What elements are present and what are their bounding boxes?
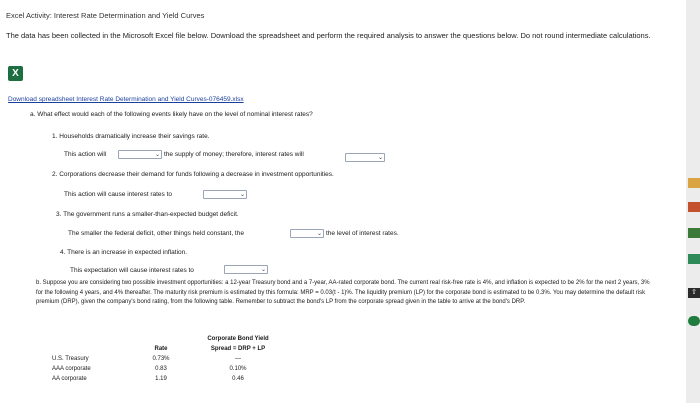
rate-header: Rate [154, 346, 168, 352]
app-icon-red[interactable] [688, 202, 700, 212]
item-2-text: This action will cause interest rates to [64, 191, 173, 198]
table-row [52, 376, 288, 386]
spread-header-line2: Spread = DRP + LP [210, 346, 266, 352]
item-1-text: This action will [64, 151, 107, 158]
item-3-label: 3. The government runs a smaller-than-expected budget deficit. [56, 211, 239, 218]
download-spreadsheet-link[interactable]: Download spreadsheet Interest Rate Determination and Yield Curves-076459.xlsx [8, 96, 244, 103]
row-rate: 0.83 [155, 366, 167, 372]
item-3-level-dropdown[interactable] [290, 229, 324, 238]
bond-spread-table [52, 336, 288, 386]
item-3-text: The smaller the federal deficit, other things held constant, the [68, 230, 244, 237]
item-4-text: This expectation will cause interest rates to [70, 267, 194, 274]
chevron-down-icon: ⌄ [154, 152, 160, 158]
spread-header-line1: Corporate Bond Yield [207, 336, 269, 342]
app-icon-teal[interactable] [688, 254, 700, 264]
row-name: AAA corporate [52, 366, 91, 372]
item-4-rates-dropdown[interactable] [224, 265, 268, 274]
row-rate: 1.19 [155, 376, 167, 382]
item-1-rates-dropdown[interactable] [345, 153, 385, 162]
item-1-supply-dropdown[interactable] [118, 150, 162, 159]
row-spread: 0.46 [232, 376, 244, 382]
part-b-text: b. Suppose you are considering two possible investment opportunities: a 12-year Treasury bond and a 7-year, AA-rated corporate bond. The current real risk-free rate is 4%, and inflation is expected to be 2% for the next 2 years, 3% for the following 4 years, and 4% thereafter. The maturity risk premium is estimated by this formula: MRP = 0.03(t - 1)%. The liquidity premium (LP) for the corporate bond is estimated to be 0.3%. You may determine the default risk premium (DRP), given the company's bond rating, from the following table. Remember to subtract the bond's LP from the corporate spread given in the table to arrive at the bond's DRP. [36, 280, 650, 305]
item-4-label: 4. There is an increase in expected inflation. [60, 249, 188, 256]
page-title: Excel Activity: Interest Rate Determination and Yield Curves [6, 11, 205, 20]
row-spread: — [235, 356, 241, 362]
item-2-rates-dropdown[interactable] [203, 190, 247, 199]
row-rate: 0.73% [152, 356, 170, 362]
table-row [52, 366, 288, 376]
green-circle-icon[interactable] [688, 316, 700, 326]
item-3-text-post: the level of interest rates. [326, 230, 399, 237]
table-row [52, 356, 288, 366]
item-1-label: 1. Households dramatically increase their savings rate. [52, 133, 210, 140]
row-name: AA corporate [52, 376, 87, 382]
chevron-down-icon: ⌄ [260, 267, 266, 273]
row-spread: 0.10% [229, 366, 247, 372]
app-icon-orange[interactable] [688, 178, 700, 188]
app-icon-green[interactable] [688, 228, 700, 238]
intro-text: The data has been collected in the Microsoft Excel file below. Download the spreadsheet and perform the required analysis to answer the questions below. Do not round intermediate calculations. [6, 31, 651, 40]
chevron-down-icon: ⌄ [239, 192, 245, 198]
item-1-text-mid: the supply of money; therefore, interest rates will [164, 151, 304, 158]
up-arrow-icon[interactable]: ⇧ [688, 288, 700, 298]
chevron-down-icon: ⌄ [316, 231, 322, 237]
excel-file-icon[interactable]: X [8, 66, 23, 81]
chevron-down-icon: ⌄ [377, 155, 383, 161]
row-name: U.S. Treasury [52, 356, 89, 362]
part-a-question: a. What effect would each of the following events likely have on the level of nominal interest rates? [30, 111, 313, 118]
item-2-label: 2. Corporations decrease their demand for funds following a decrease in investment opportunities. [52, 171, 334, 178]
